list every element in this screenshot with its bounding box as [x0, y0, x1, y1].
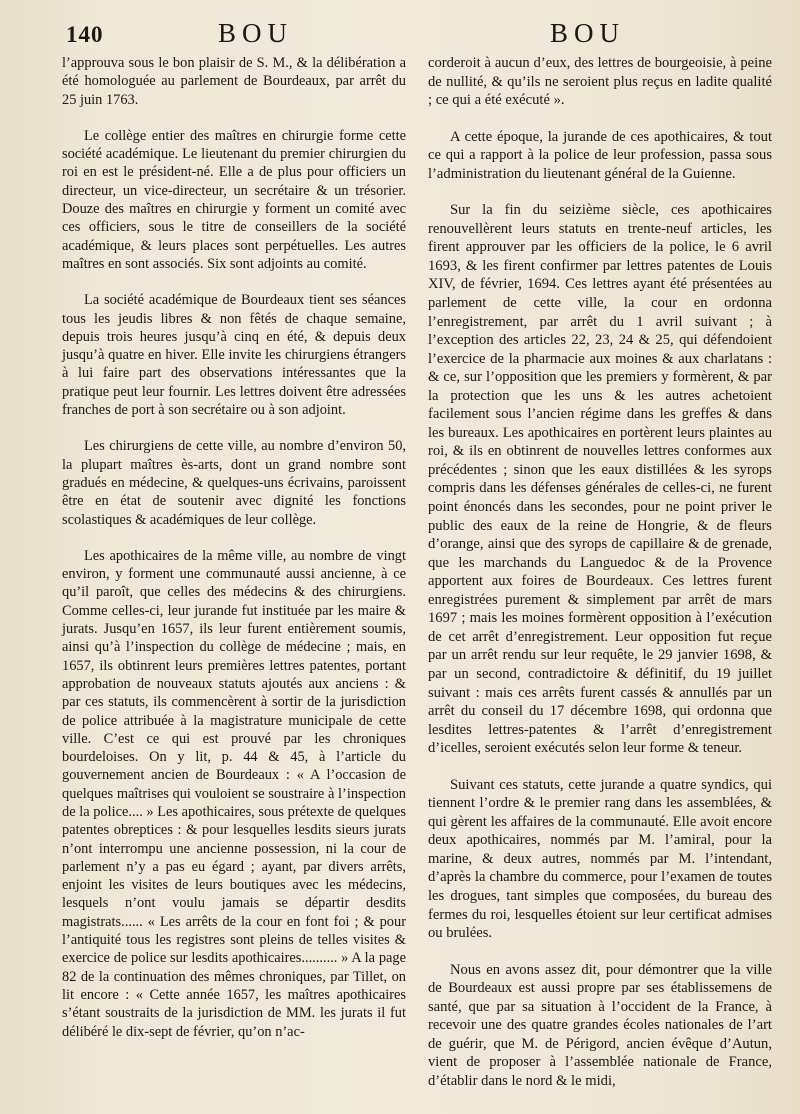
paragraph: Suivant ces statuts, cette jurande a quatre syndics, qui tiennent l’ordre & le premier rang dans les assemblées, & qui gèrent les affaires de la communauté. Elle avoit encore deux apothicaires, nommés par M. l’amiral, pour la marine, & deux autres, nommés par M. l’intendant, d’après la chambre du commerce, pour l’examen de toutes les drogues, tant simples que composées, du bureau des fermes du roi, lesquelles étoient sur leur certificat admises ou brulées.: [428, 776, 772, 942]
paragraph: corderoit à aucun d’eux, des lettres de bourgeoisie, à peine de nullité, & qu’ils ne seroient plus reçus en ladite qualité ; ce qui a été exécuté ».: [428, 55, 772, 109]
running-head-right: BOU: [550, 18, 626, 48]
paragraph: Nous en avons assez dit, pour démontrer que la ville de Bourdeaux est aussi propre par ses établissemens de santé, que par sa situation à l’occident de la France, à recevoir une des quatre grandes écoles nationales de l’art de guérir, que M. de Périgord, ancien évêque d’Autun, vient de proposer à l’assemblée nationale de France, d’établir dans le nord & le midi,: [428, 961, 772, 1089]
page-number: 140: [66, 22, 104, 47]
paragraph: A cette époque, la jurande de ces apothicaires, & tout ce qui a rapport à la police de leur profession, passa sous l’administration du lieutenant général de la Guienne.: [428, 128, 772, 182]
paragraph: Les apothicaires de la même ville, au nombre de vingt environ, y forment une communauté aussi ancienne, à ce qu’il paroît, que celles des médecins & des chirurgiens. Comme celles-ci, leur jurande fut instituée par les maire & jurats. Jusqu’en 1657, ils leur furent entièrement soumis, ainsi qu’à l’inspection du collège de médecine ; mais, en 1657, ils obtinrent leurs premières lettres patentes, portant approbation de nouveaux statuts ajoutés aux anciens : & par ces statuts, ils commencèrent à sortir de la jurisdiction de police attribuée à la magistrature municipale de cette ville. C’est ce qui est prouvé par les chroniques bourdeloises. On y lit, p. 44 & 45, à l’article du gouvernement ancien de Bourdeaux : « A l’occasion de quelques maîtrises qui vouloient se soustraire à l’inspection de la police.... » Les apothicaires, sous prétexte de quelques patentes obreptices : & pour lesquelles lesdits sieurs jurats n’ont interrompu une ancienne possession, ni la cour de parlement n’y a pas eu égard ; ayant, par divers arrêts, enjoint les visites de leurs boutiques avec les médecins, lesquels n’ont voulu jamais se départir desdits magistrats...... « Les arrêts de la cour en font foi ; & pour l’antiquité tous les registres sont pleins de telles visites & exercice de police sur lesdits apothicaires.......... » A la page 82 de la continuation des mêmes chroniques, par Tillet, on lit encore : « Cette année 1657, les maîtres apothicaires s’étant soustraits de la jurisdiction de MM. les jurats il fut délibéré le dix-sept de février, qu’on n’ac-: [62, 547, 406, 1040]
paragraph: Sur la fin du seizième siècle, ces apothicaires renouvellèrent leurs statuts en trente-neuf articles, les firent approuver par les officiers de la police, le 6 avril 1693, & les firent confirmer par lettres patentes de Louis XIV, de février, 1694. Ces lettres ayant été présentées au parlement de cette ville, la cour en ordonna l’enregistrement, par arrêt du 1 avril suivant ; à l’exception des articles 22, 23, 24 & 25, qui défendoient l’exercice de la pharmacie aux moines & aux charlatans : & ce, sur l’opposition que les premiers y formèrent, & par la protection que les uns & les autres achetoient facilement sous l’ancien régime dans les greffes & dans les bureaux. Les apothicaires en portèrent leurs plaintes au roi, & ils en obtinrent de nouvelles lettres conformes aux précédentes ; sinon que les eaux distillées & les syrops compris dans les défenses générales de celles-ci, ne furent point énoncés dans les secondes, pour ne point priver le public des eaux de la reine de Hongrie, & de fleurs d’orange, ainsi que des syrops de capillaire & de grenade, que les marchands du Languedoc & de la Provence apportent aux foires de Bourdeaux. Ces lettres furent enregistrées purement & simplement par arrêt de mars 1697 ; mais les moines formèrent opposition à l’exécution de cet arrêt d’enregistrement. Leur opposition fut reçue par un arrêt rendu sur leur requête, le 29 janvier 1698, & par un second, contradictoire & définitif, du 19 juillet suivant : mais ces arrêts furent cassés & annullés par un arrêt du conseil du 17 décembre 1698, qui ordonna que lesdites lettres-patentes & l’arrêt d’enregistrement d’icelles, seroient exécutés selon leur forme & teneur.: [428, 202, 772, 757]
paragraph: Le collège entier des maîtres en chirurgie forme cette société académique. Le lieutenant du premier chirurgien du roi en est le président-né. Elle a de plus pour officiers un directeur, un vice-directeur, un secrétaire & un trésorier. Douze des maîtres en chirurgie y forment un comité avec ces officiers, sous le titre de conseillers de la société académique, & leurs places sont perpétuelles. Les autres maîtres en sont associés. Six sont adjoints au comité.: [62, 127, 406, 272]
paragraph: La société académique de Bourdeaux tient ses séances tous les jeudis libres & non fêtés de chaque semaine, depuis trois heures jusqu’à cinq en été, & depuis deux jusqu’à quatre en hiver. Elle invite les chirurgiens étrangers à lui faire part des observations intéressantes que la pratique peut leur fournir. Les lettres doivent être adressées franches de port à son secrétaire ou à son adjoint.: [62, 292, 406, 419]
right-text-column: [428, 54, 772, 1090]
running-head-left: BOU: [218, 18, 294, 48]
paragraph: l’approuva sous le bon plaisir de S. M., & la délibération a été homologuée au parlement de Bourdeaux, par arrêt du 25 juin 1763.: [62, 55, 406, 108]
page-header: [0, 12, 800, 52]
left-text-column: [62, 54, 406, 1041]
paragraph: Les chirurgiens de cette ville, au nombre d’environ 50, la plupart maîtres ès-arts, dont un grand nombre sont gradués en médecine, & quelques-uns écrivains, paroissent être en état de soutenir avec dignité les fonctions scolastiques & académiques de leur collège.: [62, 438, 406, 528]
